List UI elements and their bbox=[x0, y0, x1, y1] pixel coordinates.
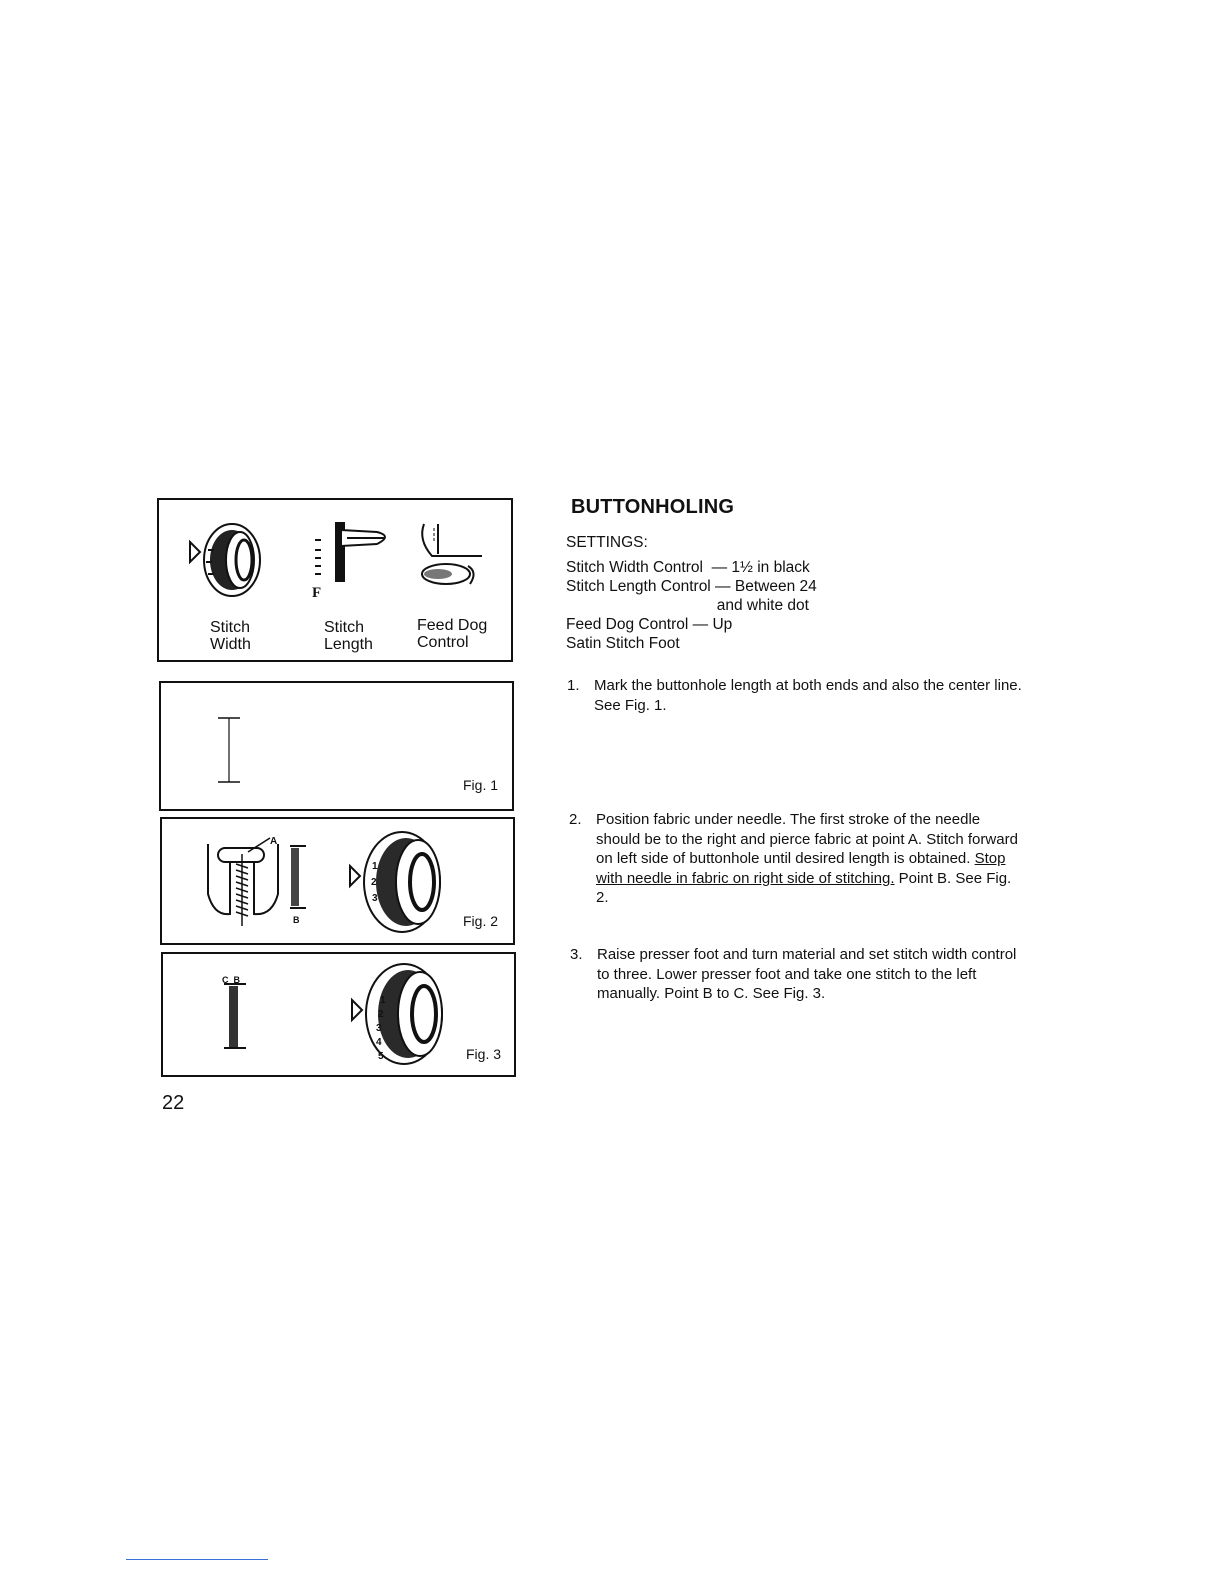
dial-number: 1 bbox=[372, 861, 378, 872]
page-number: 22 bbox=[162, 1092, 185, 1114]
stitch-width-label bbox=[210, 619, 251, 653]
buttonhole-complete-icon bbox=[222, 982, 248, 1052]
stitch-width-dial-icon bbox=[350, 960, 456, 1068]
stitch-width-dial-icon bbox=[188, 520, 268, 600]
step-number: 3. bbox=[570, 946, 583, 963]
point-c-b-label: C_B bbox=[222, 975, 241, 985]
step-text: Mark the buttonhole length at both ends and also the center line. See Fig. 1. bbox=[594, 677, 1022, 714]
setting-line: and white dot bbox=[566, 597, 809, 614]
dial-number: 3 bbox=[372, 893, 378, 904]
step-number: 1. bbox=[567, 677, 580, 694]
footer-divider bbox=[126, 1559, 268, 1560]
step-text: Point B. See Fig. 2. bbox=[596, 869, 1012, 906]
step-text-underlined: Stop with needle in fabric on right side of stitching. bbox=[596, 850, 1006, 887]
step-1 bbox=[567, 676, 1034, 715]
stitch-length-lever-icon bbox=[305, 520, 405, 590]
feed-dog-control-icon bbox=[412, 522, 492, 592]
setting-line: Stitch Length Control — Between 24 bbox=[566, 578, 817, 595]
setting-line: Feed Dog Control — Up bbox=[566, 616, 733, 633]
label-line: Length bbox=[324, 636, 373, 653]
setting-line: Satin Stitch Foot bbox=[566, 635, 680, 652]
figure-1-caption: Fig. 1 bbox=[463, 777, 499, 793]
settings-heading: SETTINGS: bbox=[566, 534, 648, 551]
label-line: Feed Dog bbox=[417, 617, 488, 634]
setting-line: Stitch Width Control — 1½ in black bbox=[566, 559, 810, 576]
step-text: Position fabric under needle. The first stroke of the needle should be to the right and pierce fabric at point A. Stitch forward on left side of buttonhole until desired length is obtained. bbox=[596, 811, 1018, 867]
step-3 bbox=[570, 945, 1025, 1004]
dial-number: 3 bbox=[376, 1023, 382, 1034]
step-number: 2. bbox=[569, 811, 582, 828]
dial-number: 5 bbox=[378, 1051, 384, 1062]
feed-dog-control-label bbox=[417, 617, 487, 651]
step-text: Raise presser foot and turn material and set stitch width control to three. Lower presser foot and take one stitch to the left manually. Point B to C. See Fig. 3. bbox=[597, 946, 1017, 1002]
stitch-width-dial-icon bbox=[348, 828, 454, 936]
dial-number: 2 bbox=[378, 1009, 384, 1020]
label-line: Width bbox=[210, 636, 251, 653]
dial-number: 4 bbox=[376, 1037, 382, 1048]
point-b-label: B bbox=[293, 915, 300, 925]
figure-2-caption: Fig. 2 bbox=[463, 913, 499, 929]
dial-number: 1 bbox=[380, 995, 386, 1006]
dial-number: 2 bbox=[371, 877, 377, 888]
figure-3-caption: Fig. 3 bbox=[466, 1046, 502, 1062]
figure-1-panel bbox=[159, 681, 514, 811]
buttonhole-left-row-icon bbox=[286, 844, 310, 912]
section-title: BUTTONHOLING bbox=[571, 496, 735, 518]
buttonhole-marking-icon bbox=[214, 716, 244, 786]
stitch-length-label bbox=[324, 619, 373, 653]
step-2 bbox=[569, 810, 1022, 908]
label-line: Control bbox=[417, 634, 469, 651]
point-a-label: A bbox=[270, 836, 278, 847]
figure-3-panel bbox=[161, 952, 516, 1077]
length-scale-letter: F bbox=[312, 585, 322, 601]
label-line: Stitch bbox=[324, 619, 365, 636]
label-line: Stitch bbox=[210, 619, 251, 636]
